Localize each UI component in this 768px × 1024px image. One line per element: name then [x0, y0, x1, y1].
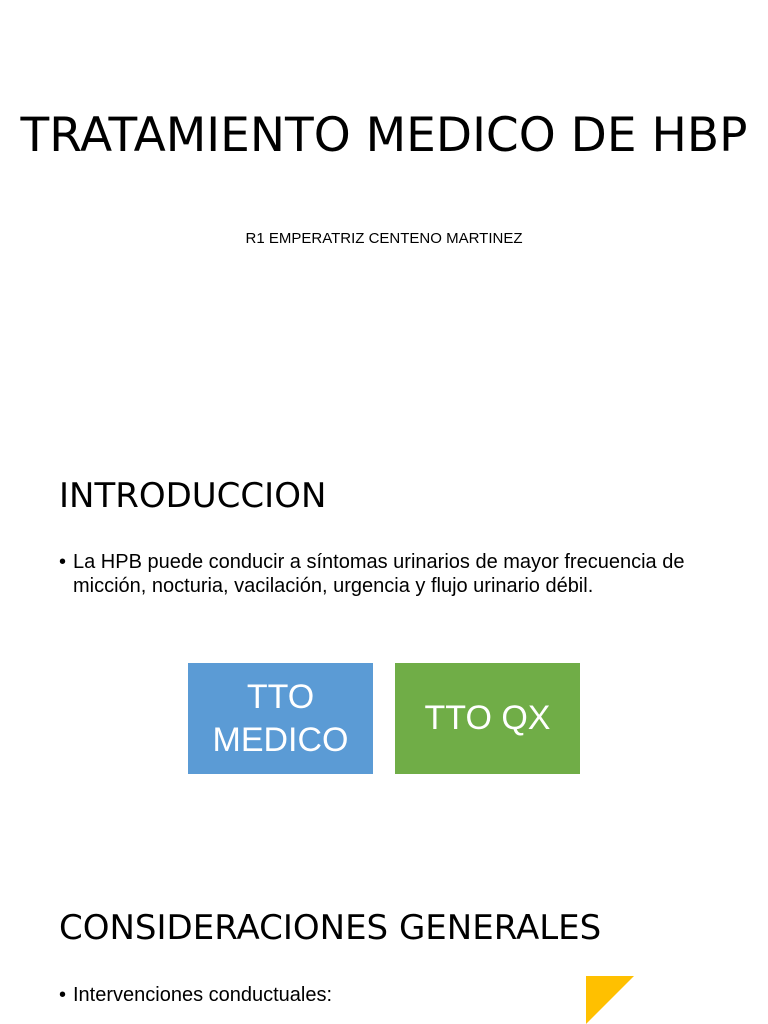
- introduction-slide: [0, 432, 768, 864]
- bullet-text: Intervenciones conductuales:: [73, 984, 333, 1006]
- title-slide: [0, 0, 768, 432]
- bullet-icon: •: [59, 984, 67, 1006]
- presentation-author: R1 EMPERATRIZ CENTENO MARTINEZ: [245, 230, 523, 247]
- bullet-icon: •: [59, 551, 67, 573]
- tto-medico-box: [188, 663, 373, 774]
- slide-heading: CONSIDERACIONES GENERALES: [59, 908, 602, 948]
- bullet-item: [59, 550, 709, 598]
- decorative-triangle-icon: [586, 976, 634, 1024]
- bullet-list: [59, 550, 709, 598]
- presentation-title: TRATAMIENTO MEDICO DE HBP: [20, 108, 748, 163]
- slide-heading: INTRODUCCION: [59, 476, 327, 516]
- tto-qx-label: TTO QX: [424, 699, 551, 737]
- tto-medico-label: TTO MEDICO: [212, 677, 349, 759]
- tto-qx-box: [395, 663, 580, 774]
- bullet-text: La HPB puede conducir a síntomas urinarios de mayor frecuencia de micción, nocturia, vacilación, urgencia y flujo urinario débil.: [73, 551, 685, 597]
- considerations-slide: [0, 864, 768, 1024]
